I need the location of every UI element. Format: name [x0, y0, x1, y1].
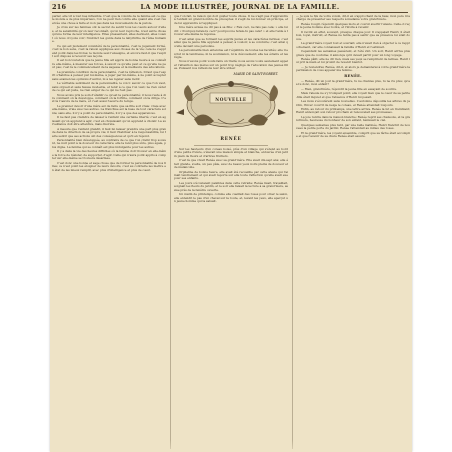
journal-page	[50, 1, 412, 452]
page-header	[50, 1, 412, 15]
paragraph: que l'on fait, la raison qui doit guider toute chose. Il ne s'agit pas d'apprendre à l'enfant un grand nombre de préceptes; il s'agit de lui donner un principe, et de lui apprendre à l'appliquer.	[174, 15, 288, 25]
vignette-label: NOUVELLE	[215, 96, 247, 102]
story-title: RENÉE	[220, 136, 242, 142]
text-column-3	[296, 15, 410, 450]
paragraph: C'est là que vivait Renée avec sa grand'mère. Elle avait dix-sept ans; elle était grande, svelte, un peu pâle, avec de beaux yeux noirs pleins de douceur et de mélancolie.	[174, 158, 288, 170]
paragraph: La première condition de la personnalité, c'est la réflexion. Il faut que l'esprit s'habitue à penser par lui-même, à juger par lui-même, à ne point accepter sans examen les opinions d'autrui, ni à les rejeter sans motif.	[52, 69, 166, 81]
paragraph: La personnalité bien entendue est l'équilibre de toutes les facultés; elle n'exclut ni la tendresse, ni la soumission, ni le dévouement; elle les éclaire et les règle.	[174, 48, 288, 59]
paragraph: Cependant les semaines passèrent, et l'été vint. Un soir, Henri arriva plus grave que de coutume; il annonça qu'il devait partir pour un long voyage.	[296, 49, 410, 57]
running-title: LA MODE ILLUSTRÉE, JOURNAL DE LA FAMILLE.	[140, 3, 340, 11]
paragraph: Renée rougit, répondit quelques mots et courut avertir l'aïeule. Celle-ci reçut le jeune homme avec bonté, et l'invita à revenir.	[296, 21, 410, 30]
section-heading: RENÉE.	[344, 73, 362, 78]
paragraph: Sur les hauteurs d'un coteau boisé, près d'un village qui s'étend au bord d'une petite rivière, s'élevait une maison simple et blanche, entourée d'un jardin plein de fleurs et d'arbres fruitiers.	[174, 146, 288, 158]
paragraph: Enfin, au retour du printemps, une lettre arriva. Renée la lut en tremblant; Henri annonçait son retour prochain et renouvelait ses promesses.	[296, 106, 410, 115]
paragraph: La grand'mère voyait tout et souriait; elle n'avait rien à objecter à ce rapprochement, car elle connaissait la famille d'Henri et l'estimait.	[296, 41, 410, 49]
paragraph: Il ne faut pas craindre de laisser à l'enfant une certaine liberté; c'est en agissant qu'on apprend à agir, c'est en choisissant qu'on apprend à choisir. La surveillance doit être attentive, mais discrète.	[52, 115, 166, 127]
paragraph: Nous avons pris le soin d'établir ce qu'est la personnalité; il nous reste à dire comment on la développe, comment on la fortifie, comment on la dirige. C'est là l'œuvre de la mère, et c'est aussi l'œuvre du temps.	[52, 92, 166, 104]
column-divider	[170, 15, 171, 449]
paragraph: A mesure que l'enfant grandit, il faut lui laisser prendre une part plus grande dans la direction de sa propre vie; il faut l'habituer à la responsabilité, lui faire sentir que ses actions ont des conséquences et qu'il en répond.	[52, 126, 166, 138]
paragraph: C'est donc une bonne et sage chose que de former la personnalité de nos filles; ce n'est point les éloigner de leurs devoirs, c'est au contraire les mettre en état de les mieux remplir, avec plus d'intelligence et plus de cœur.	[52, 160, 166, 172]
text-column-2	[174, 15, 288, 450]
paragraph: Je crois sur les femmes ont le secret de sentir tous les cœurs autour d'elles, et la sensibilité qu'on leur reconnaît, qu'on leur reproche, n'est autre chose qu'une forme de leur intelligence. Elles pressentent, elles devinent, elles voient où nous croyons voir; l'instinct les guide dans le labyrinthe de l'âme humaine.	[52, 25, 166, 44]
paragraph: Renée pâlit; elle ne dit rien, mais ses yeux se remplirent de larmes. Henri lui prit la main et lui promit de revenir bientôt.	[296, 56, 410, 65]
paragraph: Orpheline de bonne heure, elle avait été recueillie par cette aïeule qui l'aimait tendrement et qui avait reporté sur elle toute l'affection qu'elle avait eue pour ses enfants.	[174, 169, 288, 181]
paragraph: Une mère avisée ne dit pas à sa fille: « Fais ceci, ne fais pas cela; » elle lui dit: « Pourquoi ferais-tu ceci? pourquoi ne ferais-tu pas cela? » et elle l'aide à trouver elle-même la réponse.	[174, 25, 288, 37]
paragraph: Ce qui est justement considéré de la personnalité, c'est le jugement formé, c'est le bon sens, c'est la raison appliquée aux choses de la vie; cela ne s'apprend point dans les livres; le monde seul l'enseigne, et encore faut-il que l'esprit soit disposé à recevoir ses leçons.	[52, 43, 166, 58]
author-signature: MARIE DE SAINT-ROBERT.	[233, 71, 278, 76]
paragraph: Il revint en effet, souvent, presque chaque jour. Il s'appelait Henri; il était bon, loyal, instruit, et Renée ne tarda pas à sentir que sa présence lui était douce.	[296, 29, 410, 41]
paragraph: Il y a dans la vie des heures difficiles où la femme doit trouver en elle-même la force de résister, de supporter, d'agir. Celle qui n'aura point appris à compter sur elle-même se trouvera désarmée.	[52, 149, 166, 161]
paragraph: Mais l'aïeule ne s'y trompait point; elle voyait bien que le cœur de sa petite-fille était inquiet et que l'absence d'Henri lui pesait.	[296, 91, 410, 99]
nouvelle-vignette	[174, 79, 288, 135]
page-number: 216	[52, 3, 67, 11]
column-divider	[292, 15, 293, 449]
paragraph: C'est ainsi que se forment les esprits justes et les caractères fermes; c'est ainsi que la jeune fille apprend à penser, à vouloir, à se conduire; c'est ainsi qu'elle devient une personne.	[174, 36, 288, 48]
paragraph: La joie rentra dans la maison blanche; Renée reprit ses chansons, et la grand'mère, heureuse du bonheur de son enfant, bénissait le ciel.	[296, 114, 410, 123]
paragraph: Les jours s'écoulaient paisibles dans cette retraite; Renée lisait, travaillait, soignait les fleurs du jardin, et le soir elle faisait la lecture à sa grand'mère, assise près de la fenêtre ouverte.	[174, 180, 288, 192]
paragraph: Nous n'avons point voulu faire un traité; nous avons voulu seulement appeler l'attention des mères sur un point trop négligé de l'éducation des jeunes filles. Puissent nos réflexions leur être utiles!	[174, 59, 288, 71]
paragraph: Les mois s'écoulèrent sans nouvelles. L'automne dépouilla les arbres du jardin, l'hiver couvrit de neige le coteau, et Renée attendait toujours.	[296, 99, 410, 107]
paragraph: Le premier devoir d'une mère est de faire que sa fille soit vraie: vraie avec elle-même, vraie avec les autres. La franchise est la base de tout caractère solide; sans elle, il n'y a point de personnalité, il n'y a que des apparences.	[52, 103, 166, 115]
paragraph: — Rien, grand'mère, répondit la jeune fille en essayant de sourire.	[301, 86, 397, 91]
title-rule	[194, 145, 268, 146]
vignette-illustration	[174, 79, 288, 135]
paragraph: — Je reviendrai, Renée, dit-il, et alors je demanderai à votre grand'mère la permission de vous appeler ma femme.	[296, 64, 410, 73]
paragraph: Personnalité bien développée, au contraire de ce que l'on craint trop souvent, ne nuit point à la douceur du caractère; elle la rend plus sûre, plus égale, plus digne. La femme qui se connaît est plus indulgente pour les autres.	[52, 137, 166, 149]
page-edge-shade	[50, 440, 412, 452]
paragraph: Un matin de printemps, comme elle cueillait des roses pour orner le salon, elle entendit le pas d'un cheval sur la route, et, levant les yeux, elle aperçut un jeune homme qui la saluait.	[174, 192, 288, 204]
paragraph: Il est bon toutefois que la jeune fille ait appris de bonne heure à se connaître elle-même, à mesurer ses forces, à savoir ce qu'elle peut et ce qu'elle ne peut pas; c'est là le commencement de la sagesse et la meilleure des éducations.	[52, 58, 166, 70]
paragraph: Et la grand'mère, les voyant ensemble, comprit que sa tâche était accomplie et que l'avenir de sa chère Renée était assuré.	[296, 130, 410, 139]
paragraph: Quelques semaines plus tard, par une belle matinée, Henri franchit de nouveau la petite porte du jardin; Renée l'attendait au milieu des roses.	[296, 122, 410, 131]
paragraph: — Renée, dit un jour la grand'mère, tu ne chantes plus, tu ne ris plus; qu'as-tu donc, mon enfant?	[296, 78, 410, 87]
paragraph: — Je suis le fils de votre voisin, dit-il en s'approchant de la haie; mon père m'a chargé de présenter ses respects à madame votre grand'mère.	[296, 15, 410, 22]
text-column-1	[52, 15, 166, 450]
paragraph: Le véritable sentiment de la personnalité, le voici: savoir ce que l'on vaut, sans orgueil et sans fausse modestie, et tenir à ce que l'on vaut; ne rien céder de ce qui est juste, ne rien exiger de ce qui ne l'est pas.	[52, 81, 166, 93]
paragraph: parler, elle vit à tout bas inflexible. C'est que la volonté de la femme est ce que le monde a de plus impérieux, l'on ne peut rien contre elle quand elle s'est réservée une chose à faire et non pas dans les mouvements de la parole.	[52, 15, 166, 25]
header-rule	[52, 12, 408, 13]
